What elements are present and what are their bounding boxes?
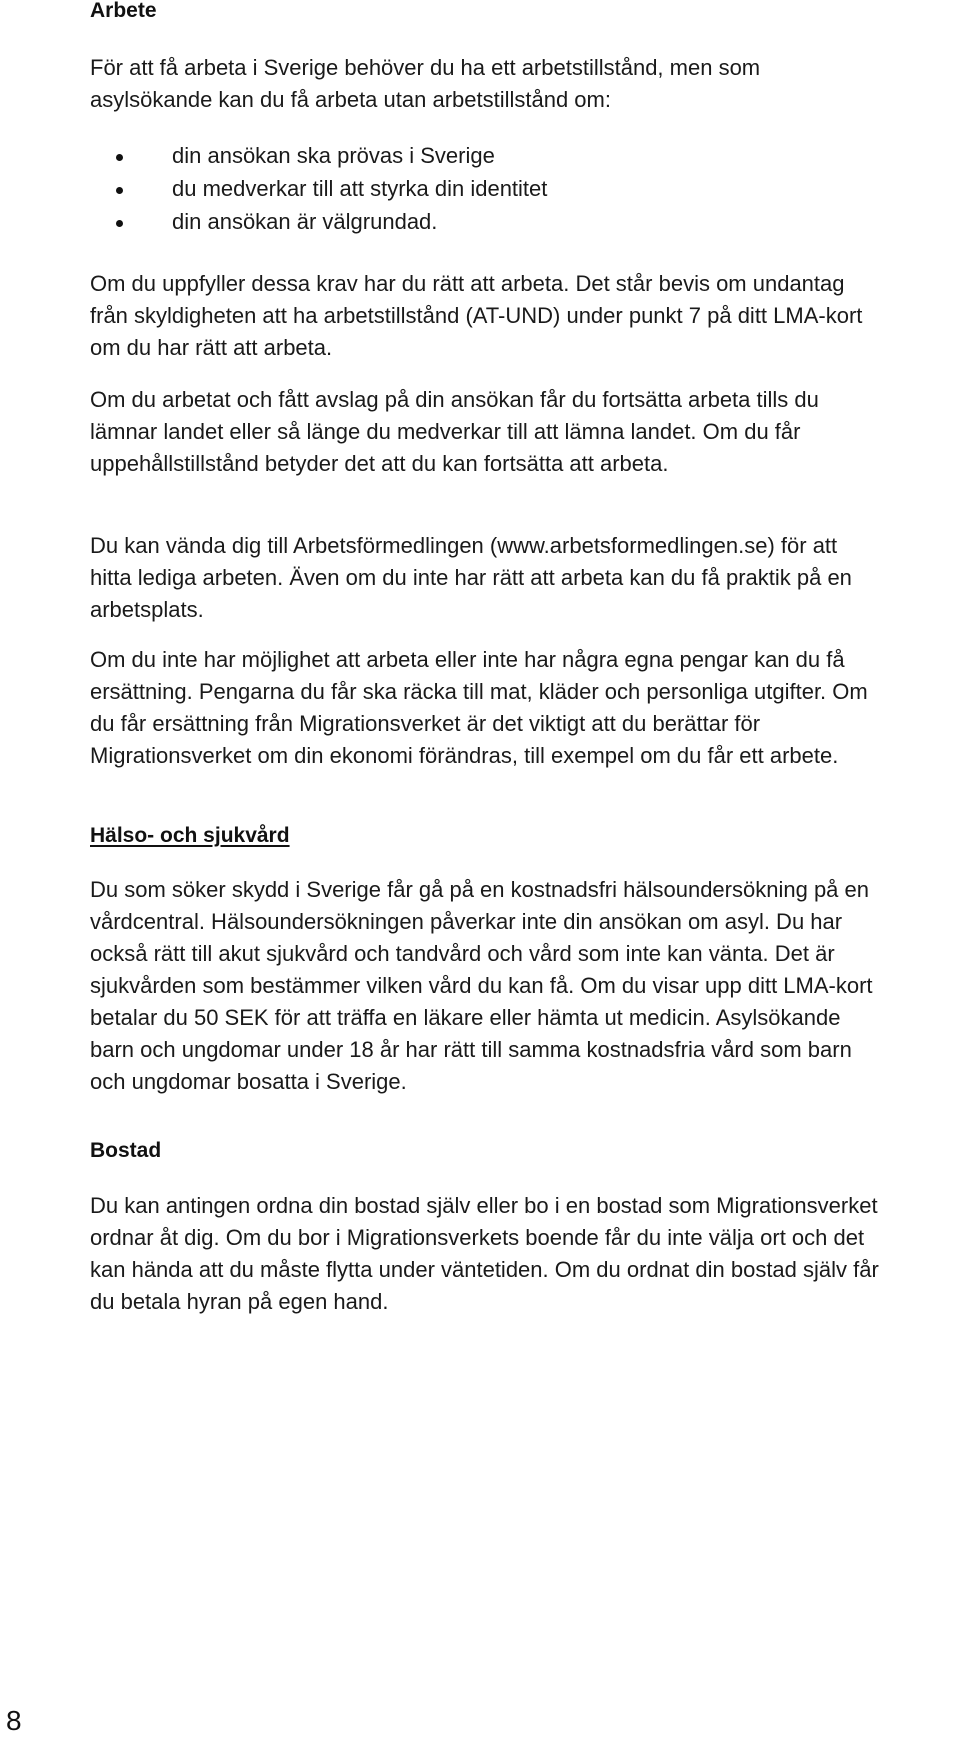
- arbete-paragraph-1: Om du uppfyller dessa krav har du rätt att arbeta. Det står bevis om undantag från skyldigheten att ha arbetstillstånd (AT-UND) under punkt 7 på ditt LMA-kort om du har rätt att arbeta.: [90, 271, 863, 360]
- page-number: 8: [6, 1705, 22, 1736]
- bullet-icon: [116, 187, 123, 194]
- section-heading-arbete: Arbete: [90, 0, 157, 22]
- list-item: [90, 140, 880, 173]
- bullet-icon: [116, 154, 123, 161]
- list-item-text: din ansökan ska prövas i Sverige: [172, 143, 495, 168]
- section-heading-bostad: Bostad: [90, 1139, 162, 1162]
- arbete-paragraph-4: Om du inte har möjlighet att arbeta eller inte har några egna pengar kan du få ersättning. Pengarna du får ska räcka till mat, kläder och personliga utgifter. Om du får ersättning från Migrationsverket är det viktigt att du berättar för Migrationsverket om din ekonomi förändras, till exempel om du får ett arbete.: [90, 647, 868, 768]
- list-item-text: du medverkar till att styrka din identitet: [172, 176, 548, 201]
- bullet-icon: [116, 220, 123, 227]
- arbete-paragraph-2: Om du arbetat och fått avslag på din ansökan får du fortsätta arbeta tills du lämnar landet eller så länge du medverkar till att lämna landet. Om du får uppehållstillstånd betyder det att du kan fortsätta att arbeta.: [90, 387, 819, 476]
- section-heading-halso: Hälso- och sjukvård: [90, 824, 290, 847]
- list-item: [90, 206, 880, 239]
- arbete-intro: För att få arbeta i Sverige behöver du ha ett arbetstillstånd, men som asylsökande kan du få arbeta utan arbetstillstånd om:: [90, 55, 761, 112]
- arbete-paragraph-3: Du kan vända dig till Arbetsförmedlingen (www.arbetsformedlingen.se) för att hitta lediga arbeten. Även om du inte har rätt att arbeta kan du få praktik på en arbetsplats.: [90, 533, 852, 622]
- list-item: [90, 173, 880, 206]
- list-item-text: din ansökan är välgrundad.: [172, 209, 438, 234]
- arbete-requirements-list: [90, 140, 880, 239]
- halso-paragraph-1: Du som söker skydd i Sverige får gå på en kostnadsfri hälsoundersökning på en vårdcentral. Hälsoundersökningen påverkar inte din ansökan om asyl. Du har också rätt till akut sjukvård och tandvård och vård som inte kan vänta. Det är sjukvården som bestämmer vilken vård du kan få. Om du visar upp ditt LMA-kort betalar du 50 SEK för att träffa en läkare eller hämta ut medicin. Asylsökande barn och ungdomar under 18 år har rätt till samma kostnadsfria vård som barn och ungdomar bosatta i Sverige.: [90, 877, 873, 1094]
- bostad-paragraph-1: Du kan antingen ordna din bostad själv eller bo i en bostad som Migrationsverket ordnar åt dig. Om du bor i Migrationsverkets boende får du inte välja ort och det kan hända att du måste flytta under väntetiden. Om du ordnat din bostad själv får du betala hyran på egen hand.: [90, 1193, 879, 1314]
